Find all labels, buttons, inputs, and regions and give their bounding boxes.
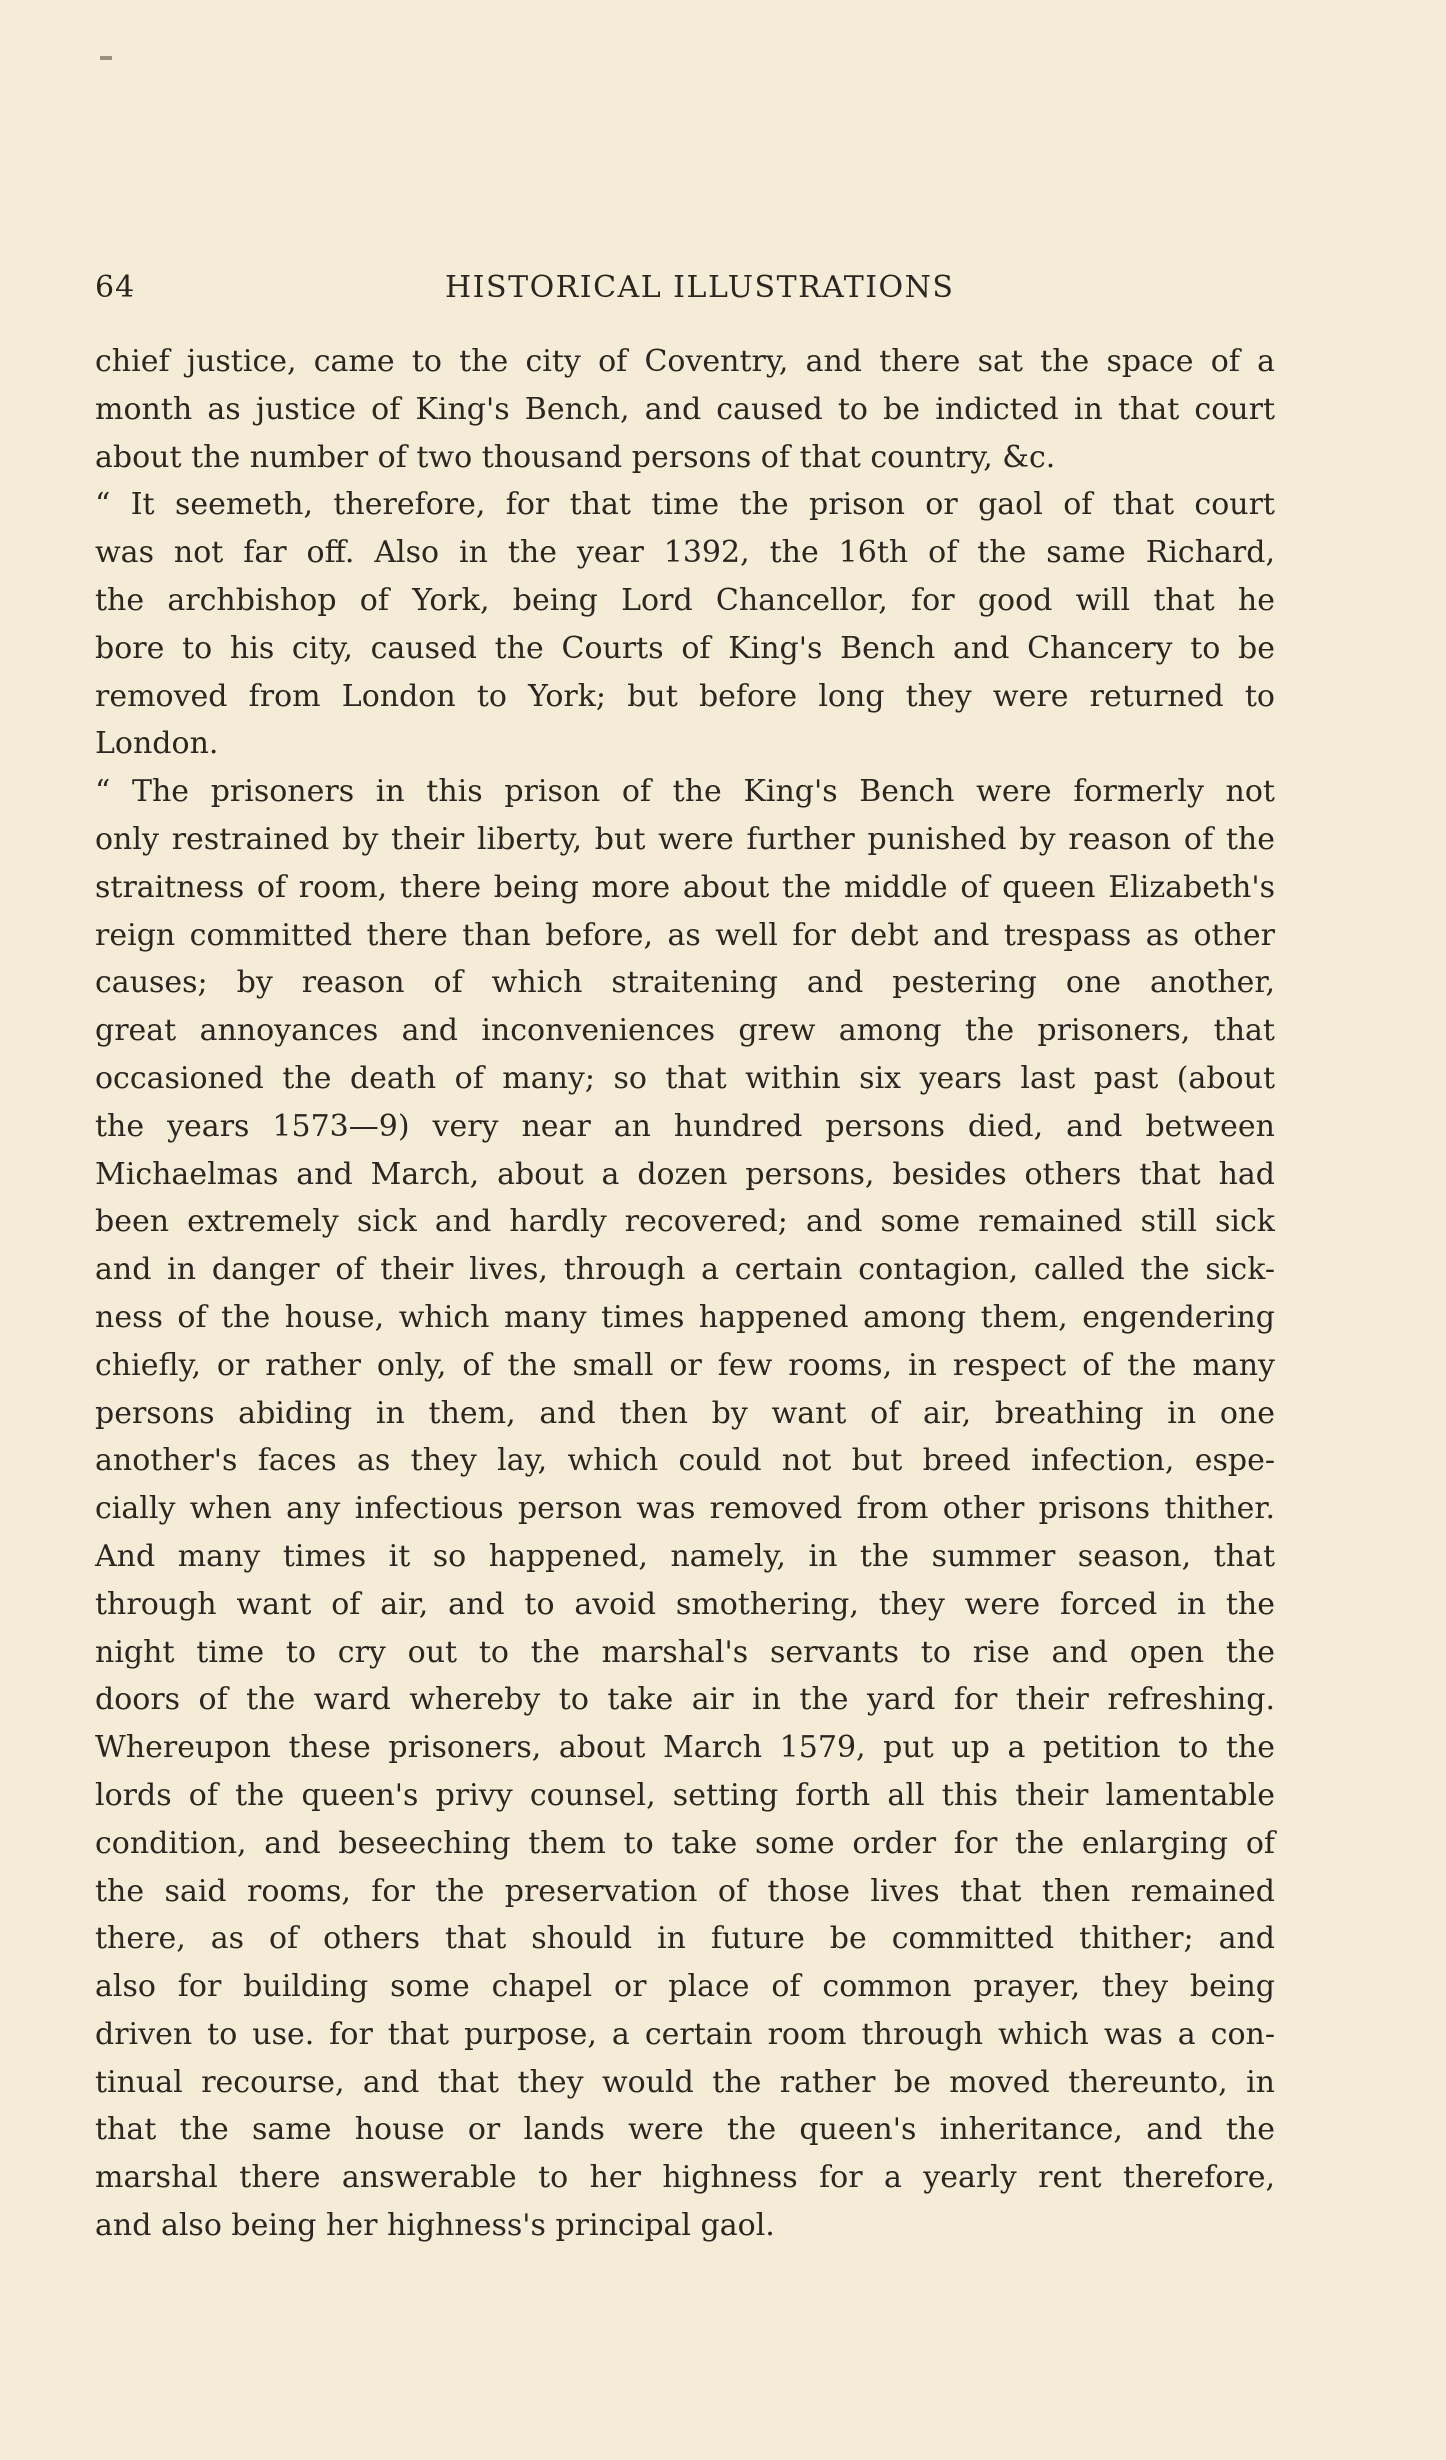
text-line: great annoyances and inconveniences grew among the prisoners, that bbox=[95, 1013, 1275, 1049]
text-line: another's faces as they lay, which could not but breed infection, espe- bbox=[95, 1443, 1275, 1479]
body-text bbox=[95, 338, 1275, 2250]
text-line: persons abiding in them, and then by want of air, breathing in one bbox=[95, 1395, 1275, 1431]
text-line: about the number of two thousand persons of that country, &c. bbox=[95, 439, 1056, 475]
text-line: Whereupon these prisoners, about March 1579, put up a petition to the bbox=[95, 1730, 1275, 1766]
text-line: occasioned the death of many; so that within six years last past (about bbox=[95, 1060, 1275, 1096]
text-line: night time to cry out to the marshal's servants to rise and open the bbox=[95, 1634, 1275, 1670]
text-line: cially when any infectious person was removed from other prisons thither. bbox=[95, 1491, 1275, 1527]
text-line: “ The prisoners in this prison of the King's Bench were formerly not bbox=[95, 774, 1275, 810]
text-line: marshal there answerable to her highness for a yearly rent therefore, bbox=[95, 2160, 1275, 2196]
text-line: London. bbox=[95, 726, 219, 762]
text-line: been extremely sick and hardly recovered; and some remained still sick bbox=[95, 1204, 1275, 1240]
page-mark bbox=[100, 56, 112, 60]
text-line: chief justice, came to the city of Coventry, and there sat the space of a bbox=[95, 344, 1275, 379]
text-line: the said rooms, for the preservation of those lives that then remained bbox=[95, 1873, 1275, 1909]
text-line: month as justice of King's Bench, and caused to be indicted in that court bbox=[95, 391, 1275, 427]
page-number: 64 bbox=[95, 270, 136, 305]
text-line: Michaelmas and March, about a dozen persons, besides others that had bbox=[95, 1156, 1275, 1192]
text-line: also for building some chapel or place of common prayer, they being bbox=[95, 1969, 1275, 2005]
header-title: HISTORICAL ILLUSTRATIONS bbox=[445, 270, 955, 305]
text-line: And many times it so happened, namely, in the summer season, that bbox=[95, 1538, 1275, 1574]
text-line: and in danger of their lives, through a certain contagion, called the sick- bbox=[95, 1252, 1275, 1288]
text-line: driven to use. for that purpose, a certain room through which was a con- bbox=[95, 2016, 1275, 2052]
running-head bbox=[95, 270, 1275, 314]
text-line: ness of the house, which many times happened among them, engendering bbox=[95, 1299, 1275, 1335]
text-line: causes; by reason of which straitening and pestering one another, bbox=[95, 965, 1275, 1001]
text-line: removed from London to York; but before long they were returned to bbox=[95, 678, 1275, 714]
text-line: the archbishop of York, being Lord Chancellor, for good will that he bbox=[95, 582, 1275, 618]
text-line: only restrained by their liberty, but were further punished by reason of the bbox=[95, 821, 1275, 857]
text-line: there, as of others that should in future be committed thither; and bbox=[95, 1921, 1275, 1957]
text-line: reign committed there than before, as well for debt and trespass as other bbox=[95, 917, 1275, 953]
text-line: condition, and beseeching them to take some order for the enlarging of bbox=[95, 1825, 1275, 1861]
text-line: straitness of room, there being more about the middle of queen Elizabeth's bbox=[95, 869, 1275, 905]
text-line: lords of the queen's privy counsel, setting forth all this their lamentable bbox=[95, 1777, 1275, 1813]
text-line: tinual recourse, and that they would the rather be moved thereunto, in bbox=[95, 2064, 1275, 2100]
text-line: the years 1573—9) very near an hundred persons died, and between bbox=[95, 1108, 1275, 1144]
text-line: bore to his city, caused the Courts of King's Bench and Chancery to be bbox=[95, 630, 1275, 666]
text-line: “ It seemeth, therefore, for that time the prison or gaol of that court bbox=[95, 487, 1275, 523]
text-line: chiefly, or rather only, of the small or few rooms, in respect of the many bbox=[95, 1347, 1275, 1383]
text-line: doors of the ward whereby to take air in the yard for their refreshing. bbox=[95, 1682, 1275, 1718]
text-line: was not far off. Also in the year 1392, the 16th of the same Richard, bbox=[95, 535, 1275, 571]
text-line: that the same house or lands were the queen's inheritance, and the bbox=[95, 2112, 1275, 2148]
text-line: and also being her highness's principal gaol. bbox=[95, 2208, 775, 2244]
text-line: through want of air, and to avoid smothering, they were forced in the bbox=[95, 1586, 1275, 1622]
